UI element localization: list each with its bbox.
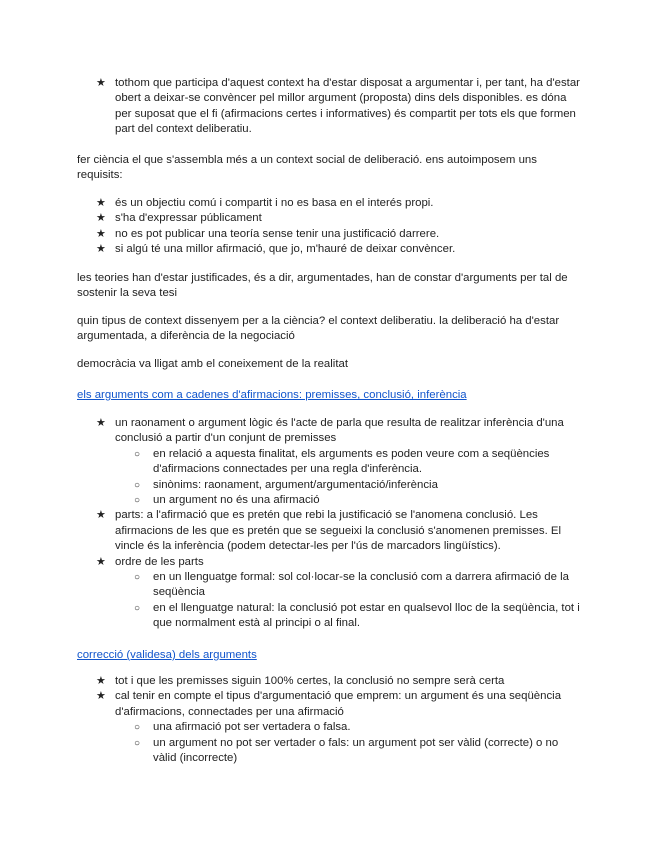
list-item-text: és un objectiu comú i compartit i no es basa en el interés propi. xyxy=(115,197,434,209)
sub-list-item-text: sinònims: raonament, argument/argumentació/inferència xyxy=(153,478,438,491)
star-bullet-icon: ★ xyxy=(96,227,106,240)
sub-list-item xyxy=(77,478,582,493)
circle-bullet-icon: ○ xyxy=(134,572,141,584)
sub-list-item-text: un argument no és una afirmació xyxy=(153,494,320,507)
bullet-list-2 xyxy=(77,196,582,258)
sub-list-item-text: en un llenguatge formal: sol col·locar-se la conclusió com a darrera afirmació de la seqüència xyxy=(153,571,569,599)
sub-list-item xyxy=(77,493,582,508)
circle-bullet-icon: ○ xyxy=(134,722,141,734)
sub-list xyxy=(115,570,582,632)
circle-bullet-icon: ○ xyxy=(134,479,141,491)
sub-list-item-text: en relació a aquesta finalitat, els arguments es poden veure com a seqüències d'afirmacions connectades per una regla d'inferència. xyxy=(153,447,550,476)
list-item-text: cal tenir en compte el tipus d'argumentació que emprem: un argument és una seqüència d'afirmacions, connectades per una afirmació xyxy=(115,690,562,718)
sub-list-item xyxy=(77,601,582,632)
circle-bullet-icon: ○ xyxy=(134,602,141,614)
circle-bullet-icon: ○ xyxy=(134,737,141,749)
list-item-text: parts: a l'afirmació que es pretén que rebi la justificació se l'anomena conclusió. Les afirmacions de les que es pretén que se segueixi la conclusió s'anomenen premisses. El vincle és la inferència (podem detectar-les per l'ús de marcadors lingüístics). xyxy=(115,509,562,553)
star-bullet-icon: ★ xyxy=(96,77,106,89)
star-bullet-icon: ★ xyxy=(96,690,106,703)
section-heading-link[interactable]: correcció (validesa) dels arguments xyxy=(77,649,257,661)
list-item-text: si algú té una millor afirmació, que jo, m'hauré de deixar convèncer. xyxy=(115,243,456,256)
circle-bullet-icon: ○ xyxy=(134,448,141,460)
star-bullet-icon: ★ xyxy=(96,197,106,209)
list-item xyxy=(77,674,582,689)
section-heading-link[interactable]: els arguments com a cadenes d'afirmacions: premisses, conclusió, inferència xyxy=(77,389,467,401)
star-bullet-icon: ★ xyxy=(96,243,106,256)
sub-list-item xyxy=(77,736,582,767)
list-item xyxy=(77,227,582,242)
star-bullet-icon: ★ xyxy=(96,417,106,429)
list-item xyxy=(77,211,582,226)
list-item-text: tothom que participa d'aquest context ha d'estar disposat a argumentar i, per tant, ha d'estar obert a deixar-se convèncer pel millor argument (proposta) dins dels disponibles. es dóna per suposat que el fi (afirmacions certes i informatives) és compartit per tots els que formen part del context deliberatiu. xyxy=(115,77,580,136)
list-item-text: no es pot publicar una teoría sense tenir una justificació darrere. xyxy=(115,227,440,240)
bullet-list-4 xyxy=(77,674,582,766)
list-item-text: tot i que les premisses siguin 100% certes, la conclusió no sempre serà certa xyxy=(115,675,505,687)
sub-list xyxy=(115,447,582,509)
sub-list-item xyxy=(77,570,582,601)
list-item-text: un raonament o argument lògic és l'acte de parla que resulta de realitzar inferència d'una conclusió a partir d'un conjunt de premisses xyxy=(115,417,564,445)
circle-bullet-icon: ○ xyxy=(134,495,141,507)
list-item-text: s'ha d'expressar públicament xyxy=(115,212,262,225)
list-item xyxy=(77,242,582,257)
list-item xyxy=(77,689,582,766)
bullet-list-1 xyxy=(77,76,582,138)
sub-list-item-text: en el llenguatge natural: la conclusió pot estar en qualsevol lloc de la seqüència, tot i que normalment està al principi o al final. xyxy=(153,601,580,630)
list-item xyxy=(77,196,582,211)
bullet-list-3 xyxy=(77,416,582,632)
star-bullet-icon: ★ xyxy=(96,212,106,225)
paragraph: democràcia va lligat amb el coneixement de la realitat xyxy=(77,358,348,370)
sub-list-item xyxy=(77,720,582,735)
sub-list-item-text: un argument no pot ser vertader o fals: un argument pot ser vàlid (correcte) o no vàlid (incorrecte) xyxy=(153,736,559,765)
sub-list-item-text: una afirmació pot ser vertadera o falsa. xyxy=(153,721,351,734)
list-item xyxy=(77,555,582,632)
list-item-text: ordre de les parts xyxy=(115,555,204,568)
star-bullet-icon: ★ xyxy=(96,509,106,522)
paragraph: les teories han d'estar justificades, és a dir, argumentades, han de constar d'arguments per tal de sostenir la seva tesi xyxy=(77,272,568,300)
list-item xyxy=(77,508,582,554)
list-item xyxy=(77,76,582,138)
sub-list xyxy=(115,720,582,766)
sub-list-item xyxy=(77,447,582,478)
list-item xyxy=(77,416,582,508)
paragraph: quin tipus de context dissenyem per a la ciència? el context deliberatiu. la deliberació ha d'estar argumentada, a diferència de la negociació xyxy=(77,315,560,343)
star-bullet-icon: ★ xyxy=(96,675,106,687)
paragraph: fer ciència el que s'assembla més a un context social de deliberació. ens autoimposem uns requisits: xyxy=(77,154,537,182)
star-bullet-icon: ★ xyxy=(96,555,106,568)
